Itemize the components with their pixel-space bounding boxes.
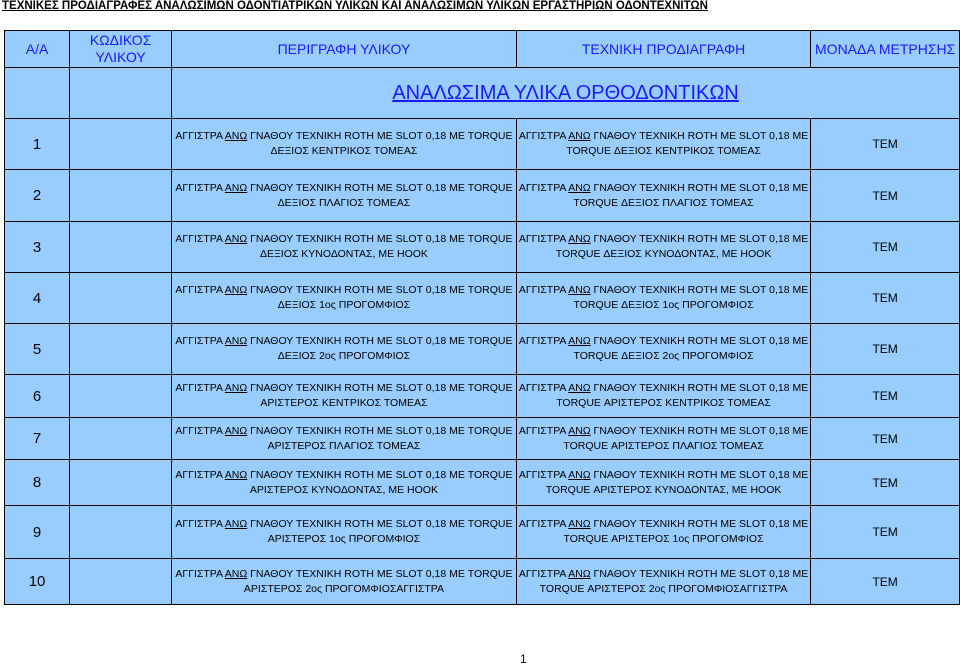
description-line2 [174,582,514,597]
description-ano: ΑΝΩ [224,424,248,437]
row-description [172,460,517,506]
spec-line1 [519,181,808,196]
row-spec [516,273,810,324]
row-number: 8 [5,460,70,506]
spec-detail: TORQUE ΑΡΙΣΤΕΡΟΣ 1ος ΠΡΟΓΟΜΦΙΟΣ [563,533,764,545]
table-row [5,460,960,506]
row-description [172,273,517,324]
description-line2 [174,349,514,364]
spec-mid: ΓΝΑΘΟΥ ΤΕΧΝΙΚΗ ROTH ΜΕ SLOT 0,18 ΜΕ [590,233,809,245]
description-mid: ΓΝΑΘΟΥ ΤΕΧΝΙΚΗ ROTH ΜΕ SLOT 0,18 ΜΕ TORQUE [247,382,513,394]
row-spec [516,418,810,460]
description-line2 [174,532,514,547]
row-spec [516,506,810,559]
row-description [172,559,517,605]
spec-line1 [519,424,808,439]
header-code [70,31,172,68]
spec-line1 [519,283,808,298]
description-line2 [174,196,514,211]
description-mid: ΓΝΑΘΟΥ ΤΕΧΝΙΚΗ ROTH ΜΕ SLOT 0,18 ΜΕ TORQUE [247,233,513,245]
row-unit: ΤΕΜ [811,170,960,222]
header-description: ΠΕΡΙΓΡΑΦΗ ΥΛΙΚΟΥ [172,31,517,68]
spec-ano: ΑΝΩ [568,567,591,580]
row-number: 10 [5,559,70,605]
spec-prefix: ΑΓΓΙΣΤΡΑ [518,335,569,347]
spec-mid: ΓΝΑΘΟΥ ΤΕΧΝΙΚΗ ROTH ΜΕ SLOT 0,18 ΜΕ [590,424,809,437]
header-aa: Α/Α [5,31,70,68]
row-code [70,222,172,273]
row-number: 6 [5,375,70,418]
description-mid: ΓΝΑΘΟΥ ΤΕΧΝΙΚΗ ROTH ΜΕ SLOT 0,18 ΜΕ TORQUE [247,567,513,580]
description-prefix: ΑΓΓΙΣΤΡΑ [175,382,225,394]
row-spec [516,324,810,375]
header-code-line2: ΥΛΙΚΟΥ [95,49,146,65]
section-blank-cell [5,68,70,119]
spec-prefix: ΑΓΓΙΣΤΡΑ [518,424,569,437]
row-code [70,460,172,506]
description-line2 [174,439,514,454]
spec-line2 [519,439,808,454]
spec-table [4,30,960,605]
spec-ano: ΑΝΩ [568,518,591,530]
table-row [5,170,960,222]
document-title: ΤΕΧΝΙΚΕΣ ΠΡΟΔΙΑΓΡΑΦΕΣ ΑΝΑΛΩΣΙΜΩΝ ΟΔΟΝΤΙΑΤΡΙΚΩΝ ΥΛΙΚΩΝ ΚΑΙ ΑΝΑΛΩΣΙΜΩΝ ΥΛΙΚΩΝ ΕΡΓΑΣΤΗΡΙΩΝ ΟΔΟΝΤΕΧΝΙΤΩΝ [2,0,708,12]
table-row [5,222,960,273]
spec-mid: ΓΝΑΘΟΥ ΤΕΧΝΙΚΗ ROTH ΜΕ SLOT 0,18 ΜΕ [590,335,809,347]
spec-prefix: ΑΓΓΙΣΤΡΑ [518,518,569,530]
table-row [5,273,960,324]
row-number: 9 [5,506,70,559]
description-mid: ΓΝΑΘΟΥ ΤΕΧΝΙΚΗ ROTH ΜΕ SLOT 0,18 ΜΕ TORQUE [247,284,513,296]
description-line1 [174,517,514,532]
description-line2 [174,144,514,159]
spec-line1 [519,381,808,396]
spec-prefix: ΑΓΓΙΣΤΡΑ [518,130,569,142]
spec-line1 [519,468,808,483]
spec-detail: TORQUE ΑΡΙΣΤΕΡΟΣ ΚΕΝΤΡΙΚΟΣ ΤΟΜΕΑΣ [556,397,771,409]
row-unit: ΤΕΜ [811,375,960,418]
description-mid: ΓΝΑΘΟΥ ΤΕΧΝΙΚΗ ROTH ΜΕ SLOT 0,18 ΜΕ TORQUE [247,468,513,481]
row-spec [516,460,810,506]
description-detail: ΔΕΞΙΟΣ ΠΛΑΓΙΟΣ ΤΟΜΕΑΣ [277,196,411,209]
row-description [172,324,517,375]
page-number: 1 [520,652,527,666]
description-prefix: ΑΓΓΙΣΤΡΑ [175,424,225,437]
spec-mid: ΓΝΑΘΟΥ ΤΕΧΝΙΚΗ ROTH ΜΕ SLOT 0,18 ΜΕ [590,284,809,296]
spec-line2 [519,144,808,159]
row-number: 4 [5,273,70,324]
description-prefix: ΑΓΓΙΣΤΡΑ [175,284,225,296]
description-detail: ΔΕΞΙΟΣ 2ος ΠΡΟΓΟΜΦΙΟΣ [277,350,411,362]
spec-mid: ΓΝΑΘΟΥ ΤΕΧΝΙΚΗ ROTH ΜΕ SLOT 0,18 ΜΕ [590,567,809,580]
section-blank-cell [70,68,172,119]
row-code [70,273,172,324]
description-line1 [174,283,514,298]
row-unit: ΤΕΜ [811,418,960,460]
row-spec [516,375,810,418]
row-code [70,506,172,559]
description-prefix: ΑΓΓΙΣΤΡΑ [175,567,225,580]
spec-line2 [519,196,808,211]
description-line1 [174,468,514,483]
description-prefix: ΑΓΓΙΣΤΡΑ [175,335,225,347]
description-ano: ΑΝΩ [224,335,248,347]
spec-line1 [519,232,808,247]
row-unit: ΤΕΜ [811,460,960,506]
spec-mid: ΓΝΑΘΟΥ ΤΕΧΝΙΚΗ ROTH ΜΕ SLOT 0,18 ΜΕ [590,518,809,530]
description-ano: ΑΝΩ [224,518,248,530]
row-code [70,119,172,170]
spec-ano: ΑΝΩ [568,181,591,194]
header-spec: ΤΕΧΝΙΚΗ ΠΡΟΔΙΑΓΡΑΦΗ [516,31,810,68]
row-spec [516,170,810,222]
spec-detail: TORQUE ΑΡΙΣΤΕΡΟΣ ΚΥΝΟΔΟΝΤΑΣ, ΜΕ HOOK [545,483,782,496]
description-prefix: ΑΓΓΙΣΤΡΑ [175,518,225,530]
description-detail: ΔΕΞΙΟΣ ΚΕΝΤΡΙΚΟΣ ΤΟΜΕΑΣ [270,145,418,157]
spec-detail: TORQUE ΔΕΞΙΟΣ 1ος ΠΡΟΓΟΜΦΙΟΣ [573,299,754,311]
row-description [172,506,517,559]
header-unit: ΜΟΝΑΔΑ ΜΕΤΡΗΣΗΣ [811,31,960,68]
spec-ano: ΑΝΩ [568,233,591,245]
description-mid: ΓΝΑΘΟΥ ΤΕΧΝΙΚΗ ROTH ΜΕ SLOT 0,18 ΜΕ TORQUE [247,335,513,347]
description-line1 [174,567,514,582]
description-line1 [174,232,514,247]
row-description [172,170,517,222]
description-mid: ΓΝΑΘΟΥ ΤΕΧΝΙΚΗ ROTH ΜΕ SLOT 0,18 ΜΕ TORQUE [247,424,513,437]
section-title: ΑΝΑΛΩΣΙΜΑ ΥΛΙΚΑ ΟΡΘΟΔΟΝΤΙΚΩΝ [392,81,739,104]
table-row [5,119,960,170]
spec-prefix: ΑΓΓΙΣΤΡΑ [518,468,569,481]
row-spec [516,222,810,273]
spec-line2 [519,298,808,313]
spec-prefix: ΑΓΓΙΣΤΡΑ [518,233,569,245]
row-spec [516,559,810,605]
description-prefix: ΑΓΓΙΣΤΡΑ [175,468,225,481]
row-unit: ΤΕΜ [811,559,960,605]
description-line1 [174,334,514,349]
description-line1 [174,381,514,396]
row-number: 1 [5,119,70,170]
description-line2 [174,396,514,411]
spec-ano: ΑΝΩ [568,130,591,142]
description-line1 [174,424,514,439]
description-line2 [174,247,514,262]
spec-line2 [519,483,808,498]
spec-line2 [519,582,808,597]
description-ano: ΑΝΩ [224,233,248,245]
spec-line1 [519,129,808,144]
spec-line1 [519,334,808,349]
header-code-line1: ΚΩΔΙΚΟΣ [89,32,152,48]
spec-detail: TORQUE ΔΕΞΙΟΣ ΚΥΝΟΔΟΝΤΑΣ, ΜΕ HOOK [555,248,772,260]
spec-ano: ΑΝΩ [568,424,591,437]
spec-ano: ΑΝΩ [568,382,591,394]
description-ano: ΑΝΩ [224,468,248,481]
spec-mid: ΓΝΑΘΟΥ ΤΕΧΝΙΚΗ ROTH ΜΕ SLOT 0,18 ΜΕ [590,181,809,194]
description-detail: ΑΡΙΣΤΕΡΟΣ ΠΛΑΓΙΟΣ ΤΟΜΕΑΣ [267,439,421,452]
spec-prefix: ΑΓΓΙΣΤΡΑ [518,382,569,394]
table-row [5,559,960,605]
spec-line2 [519,349,808,364]
spec-detail: TORQUE ΑΡΙΣΤΕΡΟΣ ΠΛΑΓΙΟΣ ΤΟΜΕΑΣ [563,439,764,452]
row-description [172,418,517,460]
description-detail: ΑΡΙΣΤΕΡΟΣ 2ος ΠΡΟΓΟΜΦΙΟΣΑΓΓΙΣΤΡΑ [243,582,444,595]
row-code [70,170,172,222]
row-unit: ΤΕΜ [811,119,960,170]
spec-mid: ΓΝΑΘΟΥ ΤΕΧΝΙΚΗ ROTH ΜΕ SLOT 0,18 ΜΕ [590,130,809,142]
spec-detail: TORQUE ΔΕΞΙΟΣ ΚΕΝΤΡΙΚΟΣ ΤΟΜΕΑΣ [566,145,761,157]
description-detail: ΑΡΙΣΤΕΡΟΣ ΚΥΝΟΔΟΝΤΑΣ, ΜΕ HOOK [249,483,438,496]
row-number: 7 [5,418,70,460]
row-code [70,559,172,605]
row-number: 5 [5,324,70,375]
row-description [172,119,517,170]
section-row [5,68,960,119]
description-ano: ΑΝΩ [224,382,248,394]
row-unit: ΤΕΜ [811,222,960,273]
table-row [5,506,960,559]
description-detail: ΔΕΞΙΟΣ ΚΥΝΟΔΟΝΤΑΣ, ΜΕ HOOK [259,248,428,260]
description-prefix: ΑΓΓΙΣΤΡΑ [175,130,225,142]
description-line1 [174,181,514,196]
description-detail: ΔΕΞΙΟΣ 1ος ΠΡΟΓΟΜΦΙΟΣ [277,299,411,311]
spec-line1 [519,567,808,582]
row-description [172,375,517,418]
spec-mid: ΓΝΑΘΟΥ ΤΕΧΝΙΚΗ ROTH ΜΕ SLOT 0,18 ΜΕ [590,468,809,481]
description-prefix: ΑΓΓΙΣΤΡΑ [175,181,225,194]
spec-detail: TORQUE ΔΕΞΙΟΣ ΠΛΑΓΙΟΣ ΤΟΜΕΑΣ [573,196,754,209]
spec-detail: TORQUE ΔΕΞΙΟΣ 2ος ΠΡΟΓΟΜΦΙΟΣ [573,350,754,362]
spec-mid: ΓΝΑΘΟΥ ΤΕΧΝΙΚΗ ROTH ΜΕ SLOT 0,18 ΜΕ [590,382,809,394]
row-unit: ΤΕΜ [811,506,960,559]
description-mid: ΓΝΑΘΟΥ ΤΕΧΝΙΚΗ ROTH ΜΕ SLOT 0,18 ΜΕ TORQUE [247,130,513,142]
row-unit: ΤΕΜ [811,324,960,375]
spec-ano: ΑΝΩ [568,335,591,347]
description-prefix: ΑΓΓΙΣΤΡΑ [175,233,225,245]
row-description [172,222,517,273]
header-row [5,31,960,68]
table-row [5,324,960,375]
table-body [5,119,960,605]
spec-line2 [519,247,808,262]
description-ano: ΑΝΩ [224,284,248,296]
description-ano: ΑΝΩ [224,130,248,142]
spec-line2 [519,532,808,547]
spec-prefix: ΑΓΓΙΣΤΡΑ [518,567,569,580]
spec-ano: ΑΝΩ [568,468,591,481]
row-number: 3 [5,222,70,273]
table-row [5,375,960,418]
description-ano: ΑΝΩ [224,181,248,194]
description-detail: ΑΡΙΣΤΕΡΟΣ 1ος ΠΡΟΓΟΜΦΙΟΣ [267,533,421,545]
description-detail: ΑΡΙΣΤΕΡΟΣ ΚΕΝΤΡΙΚΟΣ ΤΟΜΕΑΣ [260,397,428,409]
spec-prefix: ΑΓΓΙΣΤΡΑ [518,284,569,296]
row-code [70,324,172,375]
spec-line1 [519,517,808,532]
table-row [5,418,960,460]
description-mid: ΓΝΑΘΟΥ ΤΕΧΝΙΚΗ ROTH ΜΕ SLOT 0,18 ΜΕ TORQUE [247,518,513,530]
description-mid: ΓΝΑΘΟΥ ΤΕΧΝΙΚΗ ROTH ΜΕ SLOT 0,18 ΜΕ TORQUE [247,181,513,194]
row-spec [516,119,810,170]
spec-prefix: ΑΓΓΙΣΤΡΑ [518,181,569,194]
section-title-cell [172,68,960,119]
row-unit: ΤΕΜ [811,273,960,324]
description-line2 [174,298,514,313]
spec-line2 [519,396,808,411]
description-line2 [174,483,514,498]
row-number: 2 [5,170,70,222]
row-code [70,375,172,418]
description-ano: ΑΝΩ [224,567,248,580]
row-code [70,418,172,460]
spec-ano: ΑΝΩ [568,284,591,296]
spec-detail: TORQUE ΑΡΙΣΤΕΡΟΣ 2ος ΠΡΟΓΟΜΦΙΟΣΑΓΓΙΣΤΡΑ [539,582,788,595]
description-line1 [174,129,514,144]
